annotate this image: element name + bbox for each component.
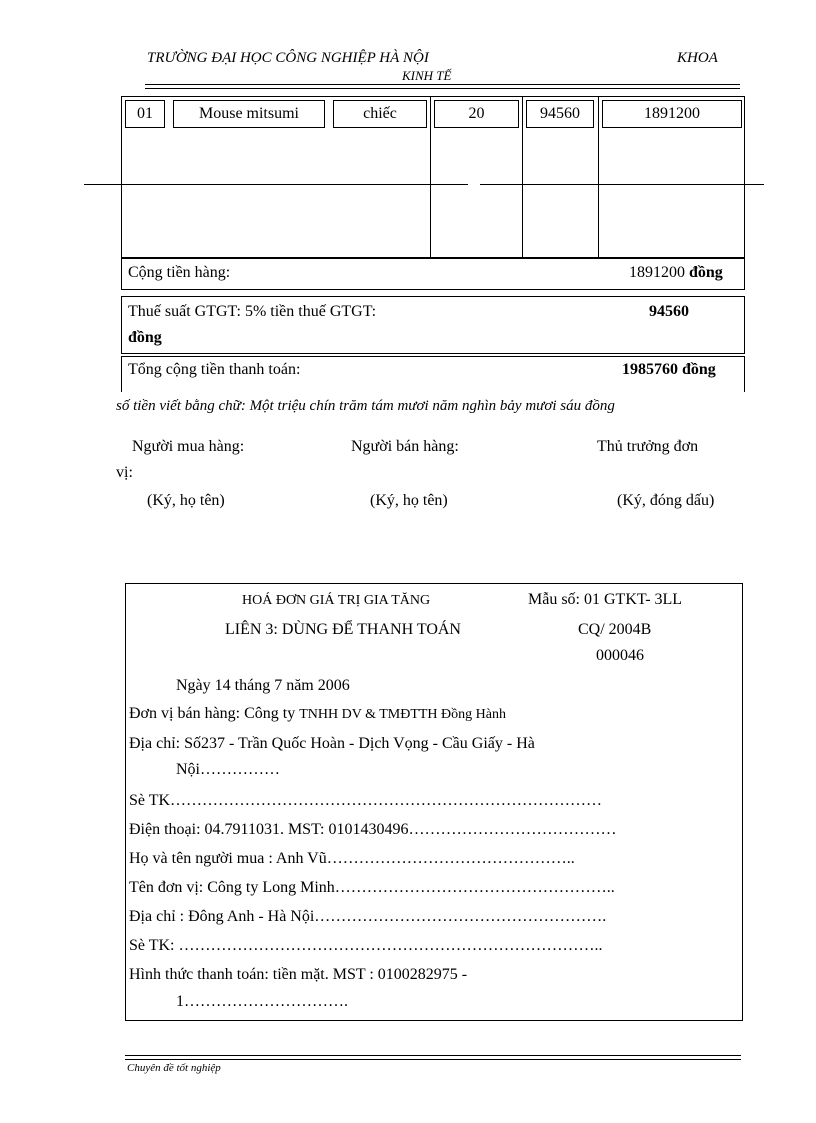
seller-signature-label: Người bán hàng: xyxy=(351,438,459,455)
seller-signature-note: (Ký, họ tên) xyxy=(370,492,448,509)
seller-address: Địa chỉ: Số237 - Trần Quốc Hoàn - Dịch Vọng - Cầu Giấy - Hà xyxy=(129,735,535,752)
footer-note: Chuyên đề tốt nghiệp xyxy=(127,1062,221,1074)
seller-phone: Điện thoại: 04.7911031. MST: 0101430496………………………………… xyxy=(129,821,617,838)
buyer-unit: Tên đơn vị: Công ty Long Minh…………………………………………….. xyxy=(129,879,615,896)
head-signature-label-cont: vị: xyxy=(116,464,133,481)
footer-rule-1 xyxy=(125,1055,741,1056)
buyer-signature-note: (Ký, họ tên) xyxy=(147,492,225,509)
buyer-name: Họ và tên người mua : Anh Vũ……………………………………….. xyxy=(129,850,575,867)
vat-unit: đồng xyxy=(128,329,162,346)
faculty-label: KHOA xyxy=(677,50,718,66)
total-label: Tổng cộng tiền thanh toán: xyxy=(128,361,301,378)
vat-label: Thuế suất GTGT: 5% tiền thuế GTGT: xyxy=(128,303,377,320)
faculty-label-cont: KINH TẾ xyxy=(402,68,452,83)
total-right-rule xyxy=(744,356,745,392)
total-top-rule xyxy=(121,356,745,357)
university-name: TRƯỜNG ĐẠI HỌC CÔNG NGHIỆP HÀ NỘI xyxy=(147,50,429,66)
item-name: Mouse mitsumi xyxy=(173,100,325,128)
vat-value: 94560 xyxy=(649,303,689,320)
amount-in-words: số tiền viết bằng chữ: Một triệu chín trăm tám mươi năm nghìn bảy mươi sáu đồng xyxy=(116,398,615,414)
seller-line: Đơn vị bán hàng: Công ty TNHH DV & TMĐTTH Đồng Hành xyxy=(129,705,506,722)
buyer-signature-label: Người mua hàng: xyxy=(132,438,245,455)
invoice-copy: LIÊN 3: DÙNG ĐỂ THANH TOÁN xyxy=(225,621,461,638)
footer-rule-2 xyxy=(125,1059,741,1060)
payment-method: Hình thức thanh toán: tiền mặt. MST : 0100282975 - xyxy=(129,966,468,983)
subtotal-value: 1891200 đồng xyxy=(629,264,723,281)
item-unit: chiếc xyxy=(333,100,427,128)
seller-address-cont: Nội…………… xyxy=(176,761,280,778)
buyer-address: Địa chỉ : Đông Anh - Hà Nội………………………………………………. xyxy=(129,908,607,925)
head-signature-label: Thủ trưởng đơn xyxy=(597,438,699,455)
item-stt: 01 xyxy=(125,100,165,128)
invoice-date: Ngày 14 tháng 7 năm 2006 xyxy=(176,677,350,694)
col-divider-1 xyxy=(430,96,431,258)
invoice-number: 000046 xyxy=(596,647,644,664)
invoice-form-number: Mẫu số: 01 GTKT- 3LL xyxy=(528,591,683,608)
col-divider-2 xyxy=(522,96,523,258)
item-price: 94560 xyxy=(526,100,594,128)
buyer-account: Sè TK: …………………………………………………………………….. xyxy=(129,937,603,954)
subtotal-label: Cộng tiền hàng: xyxy=(128,264,231,281)
col-divider-3 xyxy=(598,96,599,258)
item-qty: 20 xyxy=(434,100,519,128)
invoice-title: HOÁ ĐƠN GIÁ TRỊ GIA TĂNG xyxy=(242,593,431,608)
total-left-rule xyxy=(121,356,122,392)
head-signature-note: (Ký, đóng dấu) xyxy=(617,492,715,509)
stray-rule-left xyxy=(84,184,468,185)
payment-method-cont: 1…………………………. xyxy=(176,993,348,1010)
stray-rule-right xyxy=(480,184,764,185)
seller-account: Sè TK……………………………………………………………………… xyxy=(129,792,603,809)
header-rule-1 xyxy=(145,84,740,85)
total-value: 1985760 đồng xyxy=(622,361,716,378)
item-amount: 1891200 xyxy=(602,100,742,128)
header-rule-2 xyxy=(145,88,740,89)
invoice-series: CQ/ 2004B xyxy=(578,621,652,638)
